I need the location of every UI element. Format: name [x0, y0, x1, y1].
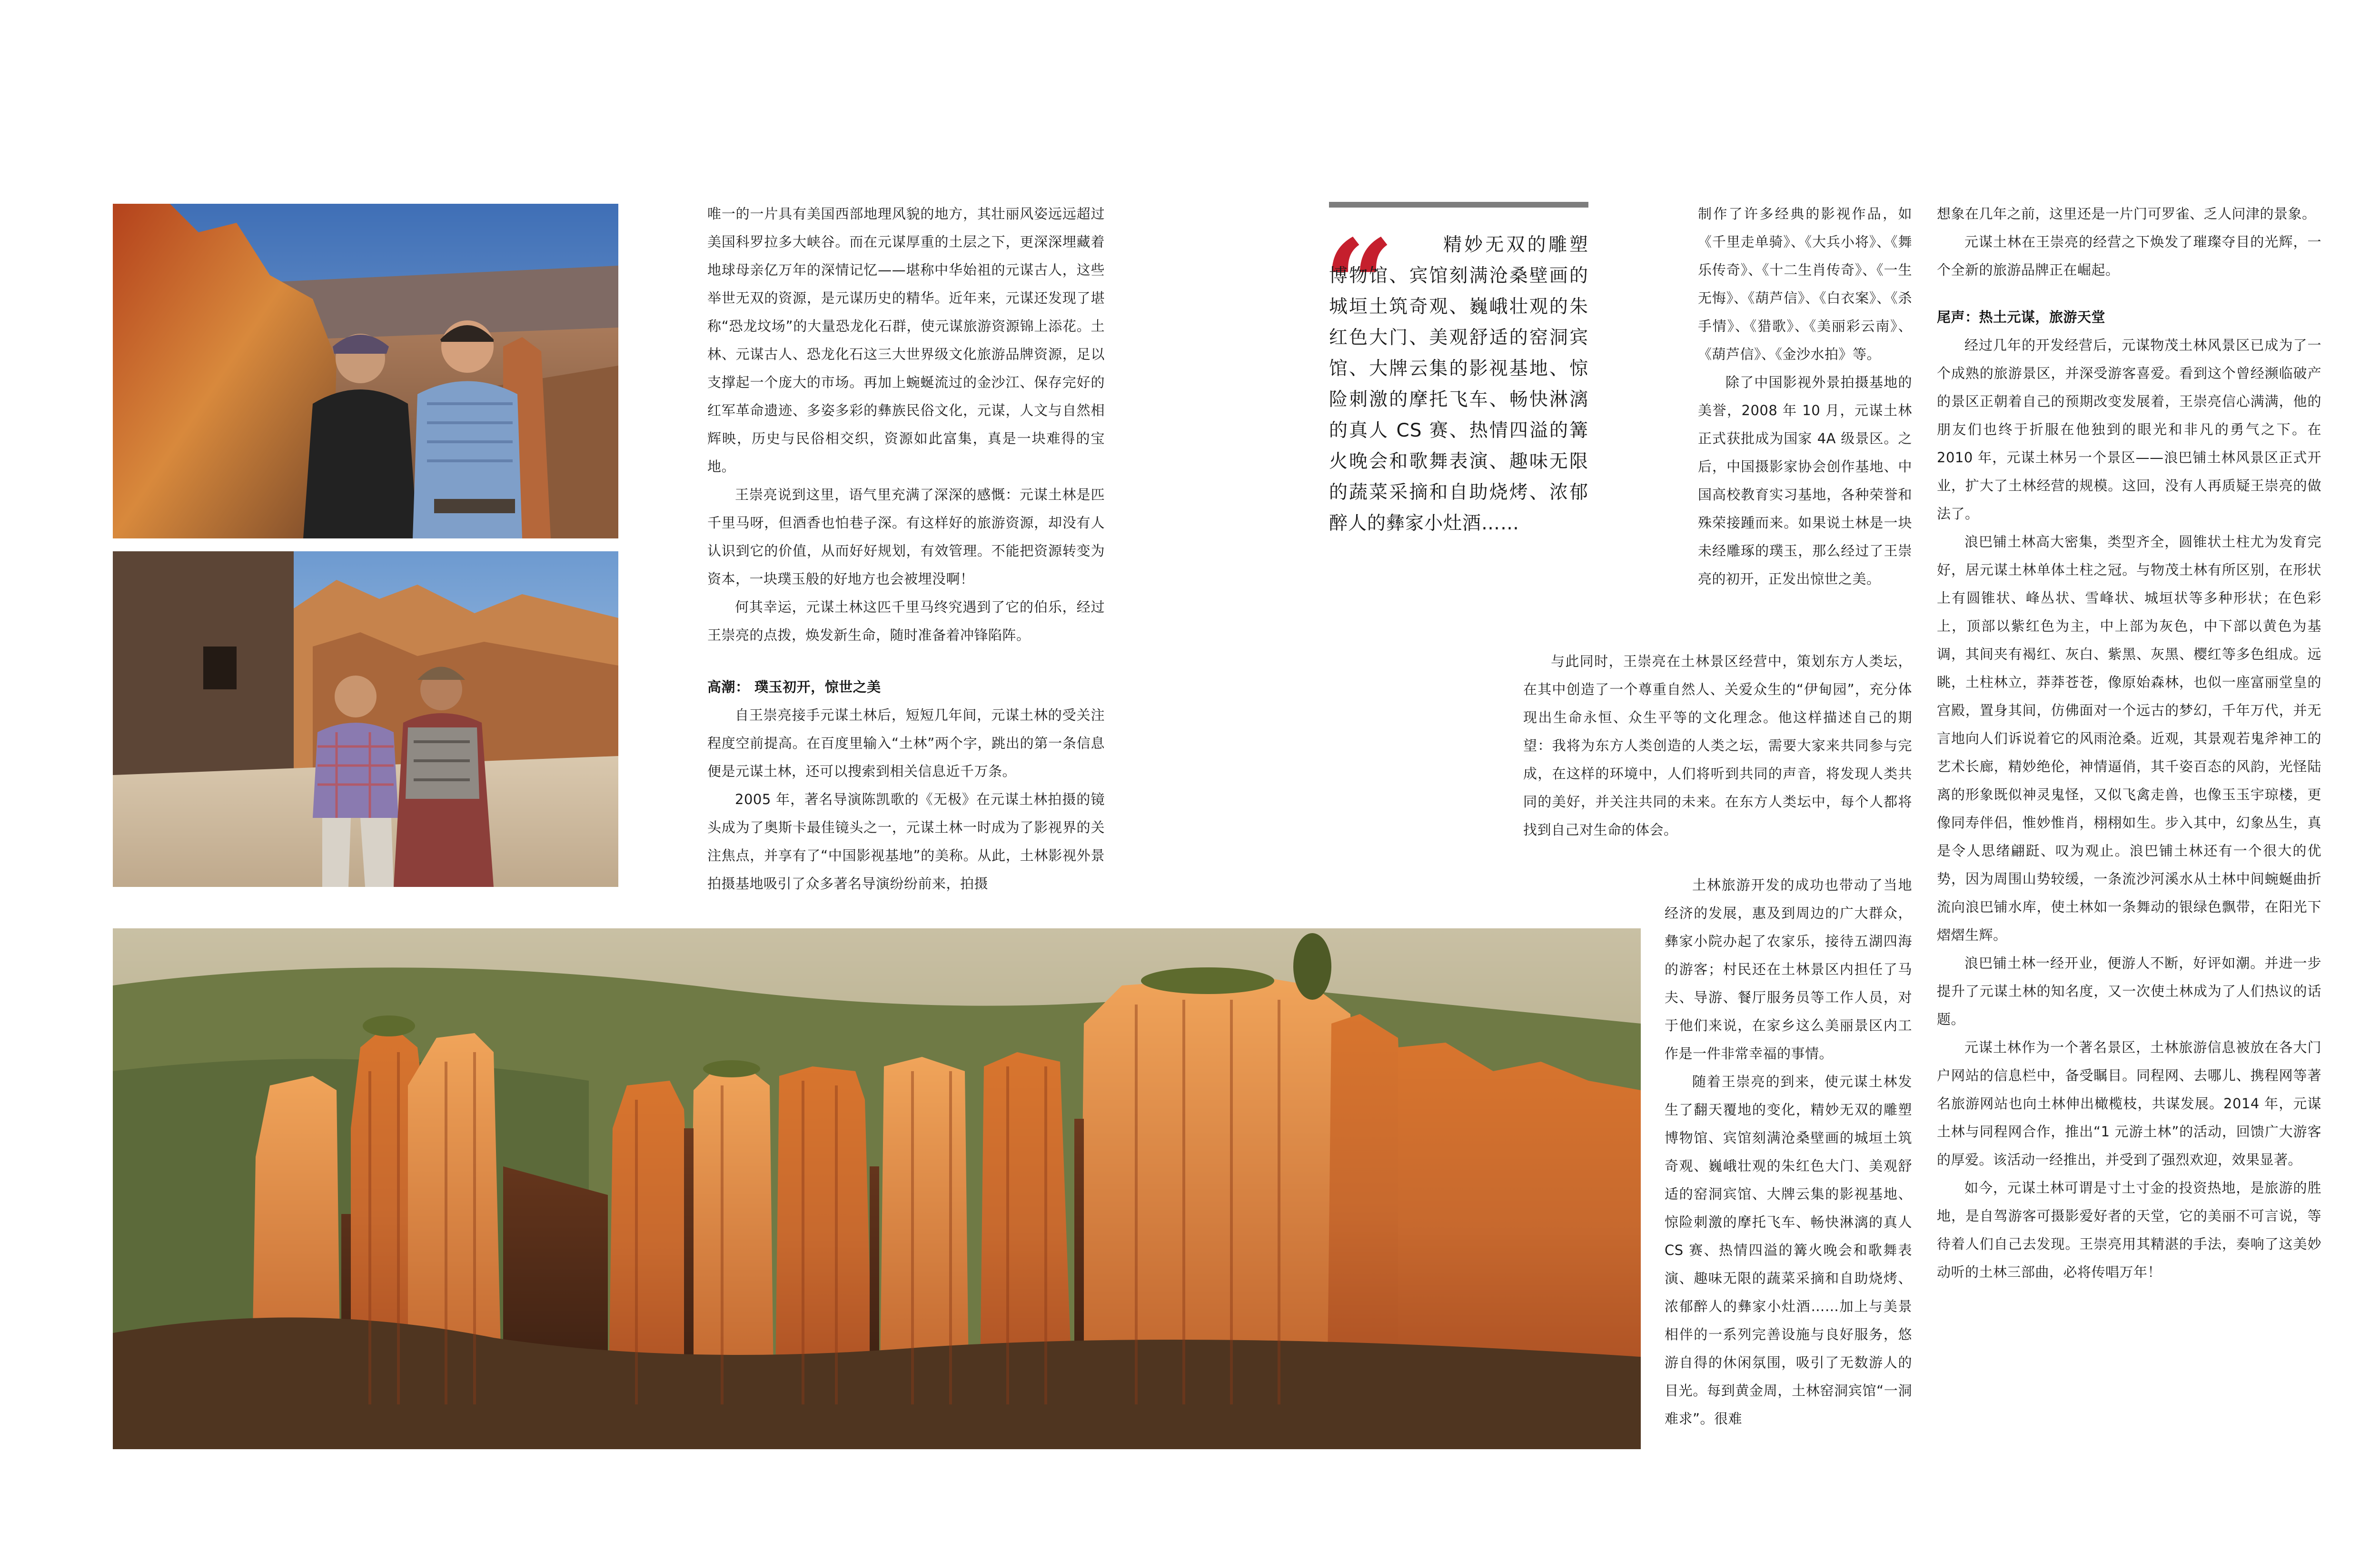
paragraph: 随着王崇亮的到来，使元谋土林发生了翻天覆地的变化，精妙无双的雕塑博物馆、宾馆刻满沧桑壁画的城垣土筑奇观、巍峨壮观的朱红色大门、美观舒适的窑洞宾馆、大牌云集的影视基地、惊险刺激的摩托飞车、畅快淋漓的真人 CS 赛、热情四溢的篝火晚会和歌舞表演、趣味无限的蔬菜采摘和自助烧烤、浓郁醉人的彝家小灶酒……加上与美景相伴的一系列完善设施与良好服务，悠游自得的休闲氛围，吸引了无数游人的目光。每到黄金周，土林窑洞宾馆“一洞难求”。很难: [1665, 1074, 1912, 1427]
photo-earth-forest-panorama: [113, 928, 1641, 1449]
paragraph: 浪巴铺土林一经开业，便游人不断，好评如潮。并进一步提升了元谋土林的知名度，又一次使土林成为了人们热议的话题。: [1937, 955, 2321, 1027]
section-heading: 高潮： 璞玉初开，惊世之美: [707, 679, 881, 695]
photo-man-with-warrior: [113, 551, 618, 887]
paragraph: 土林旅游开发的成功也带动了当地经济的发展，惠及到周边的广大群众，彝家小院办起了农家乐，接待五湖四海的游客；村民还在土林景区内担任了马夫、导游、餐厅服务员等工作人员，对于他们来说，在家乡这么美丽景区内工作是一件非常幸福的事情。: [1665, 877, 1912, 1062]
paragraph: 何其幸运，元谋土林这匹千里马终究遇到了它的伯乐，经过王崇亮的点拨，焕发新生命，随时准备着冲锋陷阵。: [707, 599, 1105, 643]
paragraph: 元谋土林在王崇亮的经营之下焕发了璀璨夺目的光辉，一个全新的旅游品牌正在崛起。: [1937, 234, 2321, 278]
pull-quote: 精妙无双的雕塑博物馆、宾馆刻满沧桑壁画的城垣土筑奇观、巍峨壮观的朱红色大门、美观舒适的窑洞宾馆、大牌云集的影视基地、惊险刺激的摩托飞车、畅快淋漓的真人 CS 赛、热情四溢的篝火晚会和歌舞表演、趣味无限的蔬菜采摘和自助烧烤、浓郁醉人的彝家小灶酒……: [1329, 234, 1588, 534]
paragraph: 唯一的一片具有美国西部地理风貌的地方，其壮丽风姿远远超过美国科罗拉多大峡谷。而在元谋厚重的土层之下，更深深埋藏着地球母亲亿万年的深情记忆——堪称中华始祖的元谋古人，这些举世无双的资源，是元谋历史的精华。近年来，元谋还发现了堪称“恐龙坟场”的大量恐龙化石群，使元谋旅游资源锦上添花。土林、元谋古人、恐龙化石这三大世界级文化旅游品牌资源，足以支撑起一个庞大的市场。再加上蜿蜒流过的金沙江、保存完好的红军革命遗迹、多姿多彩的彝族民俗文化，元谋，人文与自然相辉映，历史与民俗相交织，资源如此富集，真是一块难得的宝地。: [707, 206, 1105, 475]
paragraph: 元谋土林作为一个著名景区，土林旅游信息被放在各大门户网站的信息栏中，备受瞩目。同程网、去哪儿、携程网等著名旅游网站也向土林伸出橄榄枝，共谋发展。2014 年，元谋土林与同程网合作，推出“1 元游土林”的活动，回馈广大游客的厚爱。该活动一经推出，并受到了强烈欢迎，效果显著。: [1937, 1039, 2321, 1168]
paragraph: 与此同时，王崇亮在土林景区经营中，策划东方人类坛，在其中创造了一个尊重自然人、关爱众生的“伊甸园”，充分体现出生命永恒、众生平等的文化理念。他这样描述自己的期望：我将为东方人类创造的人类之坛，需要大家来共同参与完成，在这样的环境中，人们将听到共同的声音，将发现人类共同的美好，并关注共同的未来。在东方人类坛中，每个人都将找到自己对生命的体会。: [1523, 653, 1912, 838]
spacer: [1937, 284, 2321, 303]
spacer: [707, 649, 1105, 673]
column-4: [1937, 200, 2321, 1286]
photo-two-men-canyon: [113, 204, 618, 538]
paragraph: 浪巴铺土林高大密集，类型齐全，圆锥状土柱尤为发育完好，居元谋土林单体土柱之冠。与物茂土林有所区别，在形状上有圆锥状、峰丛状、雪峰状、城垣状等多种形状；在色彩上，顶部以紫红色为主，中上部为灰色，中下部以黄色为基调，其间夹有褐红、灰白、紫黑、灰黑、樱红等多色组成。远眺，土柱林立，莽莽苍苍，像原始森林，也似一座富丽堂皇的宫殿，置身其间，仿佛面对一个远古的梦幻，千年万代，并无言地向人们诉说着它的风雨沧桑。近观，其景观若鬼斧神工的艺术长廊，精妙绝伦，神情逼俏，其千姿百态的风韵，光怪陆离的形象既似神灵鬼怪，又似飞禽走兽，也像玉玉宇琼楼，更像同寿伴侣，惟妙惟肖，栩栩如生。步入其中，幻象丛生，真是令人思绪翩跹、叹为观止。浪巴铺土林还有一个很大的优势，因为周围山势较缓，一条流沙河溪水从土林中间蜿蜒曲折流向浪巴铺水库，使土林如一条舞动的银绿色飘带，在阳光下熠熠生辉。: [1937, 534, 2321, 943]
section-heading: 尾声：热土元谋，旅游天堂: [1937, 309, 2106, 325]
paragraph: 经过几年的开发经营后，元谋物茂土林风景区已成为了一个成熟的旅游景区，并深受游客喜爱。看到这个曾经濒临破产的景区正朝着自己的预期改变发展着，王崇亮信心满满，他的朋友们也终于折服在他独到的眼光和非凡的勇气之下。在 2010 年，元谋土林另一个景区——浪巴铺土林风景区正式开业，扩大了土林经营的规模。这回，没有人再质疑王崇亮的做法了。: [1937, 337, 2321, 522]
quote-divider: [1329, 202, 1588, 208]
column-3-lower: [1665, 871, 1912, 1433]
paragraph: 如今，元谋土林可谓是寸土寸金的投资热地，是旅游的胜地，是自驾游客可摄影爱好者的天堂，它的美丽不可言说，等待着人们自己去发现。王崇亮用其精湛的手法，奏响了这美妙动听的土林三部曲，必将传唱万年！: [1937, 1180, 2321, 1280]
column-3-wide: [1523, 647, 1912, 844]
column-1: [707, 200, 1105, 898]
quote-mark-icon: “: [1323, 213, 1395, 358]
photo-canvas: [113, 551, 618, 887]
paragraph: 想象在几年之前，这里还是一片门可罗雀、乏人问津的景象。: [1937, 206, 2316, 222]
paragraph: 王崇亮说到这里，语气里充满了深深的感慨：元谋土林是匹千里马呀，但酒香也怕巷子深。有这样好的旅游资源，却没有人认识到它的价值，从而好好规划，有效管理。不能把资源转变为资本，一块璞玉般的好地方也会被埋没啊！: [707, 487, 1105, 587]
photo-canvas: [113, 204, 618, 538]
column-3: [1698, 200, 1912, 593]
paragraph: 2005 年，著名导演陈凯歌的《无极》在元谋土林拍摄的镜头成为了奥斯卡最佳镜头之一，元谋土林一时成为了影视界的关注焦点，并享有了“中国影视基地”的美称。从此，土林影视外景拍摄基地吸引了众多著名导演纷纷前来，拍摄: [707, 791, 1105, 892]
paragraph: 除了中国影视外景拍摄基地的美誉，2008 年 10 月，元谋土林正式获批成为国家 4A 级景区。之后，中国摄影家协会创作基地、中国高校教育实习基地，各种荣誉和殊荣接踵而来。如果说土林是一块未经雕琢的璞玉，那么经过了王崇亮的初开，正发出惊世之美。: [1698, 374, 1912, 587]
photo-canvas: [113, 928, 1641, 1449]
paragraph: 自王崇亮接手元谋土林后，短短几年间，元谋土林的受关注程度空前提高。在百度里输入“土林”两个字，跳出的第一条信息便是元谋土林，还可以搜索到相关信息近千万条。: [707, 707, 1105, 779]
paragraph: 制作了许多经典的影视作品，如《千里走单骑》、《大兵小将》、《舞乐传奇》、《十二生肖传奇》、《一生无悔》、《葫芦信》、《白衣案》、《杀手情》、《猎歌》、《美丽彩云南》、《葫芦信》、《金沙水拍》等。: [1698, 206, 1912, 362]
